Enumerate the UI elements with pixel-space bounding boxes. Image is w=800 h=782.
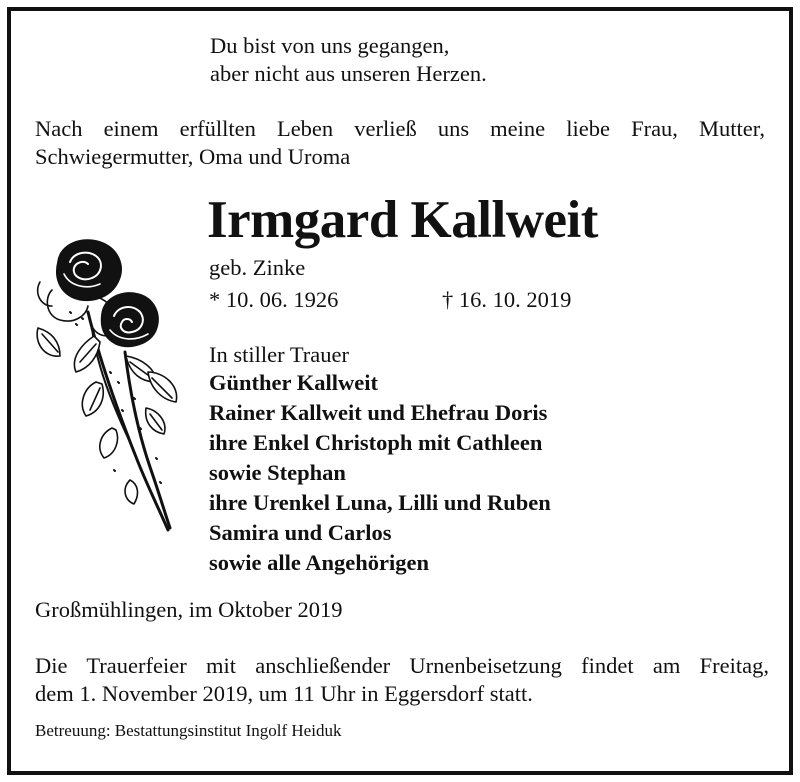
mourner-line: ihre Urenkel Luna, Lilli und Ruben xyxy=(209,490,551,515)
mourner-line: Rainer Kallweit und Ehefrau Doris xyxy=(209,400,548,425)
intro-text xyxy=(35,115,765,171)
mourner-line: ihre Enkel Christoph mit Cathleen xyxy=(209,430,543,455)
motto xyxy=(210,32,487,88)
mourner-line: Günther Kallweit xyxy=(209,370,378,395)
place-and-date: Großmühlingen, im Oktober 2019 xyxy=(35,597,343,622)
funeral-home-credit: Betreuung: Bestattungsinstitut Ingolf Heiduk xyxy=(35,721,342,740)
ceremony-line-1: Die Trauerfeier mit anschließender Urnenbeisetzung findet am Freitag, xyxy=(35,653,769,678)
mourner-line: sowie alle Angehörigen xyxy=(209,550,429,575)
death-date: † 16. 10. 2019 xyxy=(442,287,572,312)
deceased-name: Irmgard Kallweit xyxy=(207,191,598,249)
ceremony-text xyxy=(35,652,769,708)
mourner-line: sowie Stephan xyxy=(209,460,346,485)
mourning-lead: In stiller Trauer xyxy=(209,342,349,367)
mourner-list xyxy=(209,368,551,578)
motto-line-1: Du bist von uns gegangen, xyxy=(210,33,450,58)
rose-icon xyxy=(30,232,190,532)
intro-line-1: Nach einem erfüllten Leben verließ uns meine liebe Frau, Mutter, xyxy=(35,116,765,141)
ceremony-line-2: dem 1. November 2019, um 11 Uhr in Eggersdorf statt. xyxy=(35,681,533,706)
birth-date: * 10. 06. 1926 xyxy=(209,287,339,312)
motto-line-2: aber nicht aus unseren Herzen. xyxy=(210,61,487,86)
mourner-line: Samira und Carlos xyxy=(209,520,392,545)
maiden-name: geb. Zinke xyxy=(209,255,306,280)
intro-line-2: Schwiegermutter, Oma und Uroma xyxy=(35,144,351,169)
